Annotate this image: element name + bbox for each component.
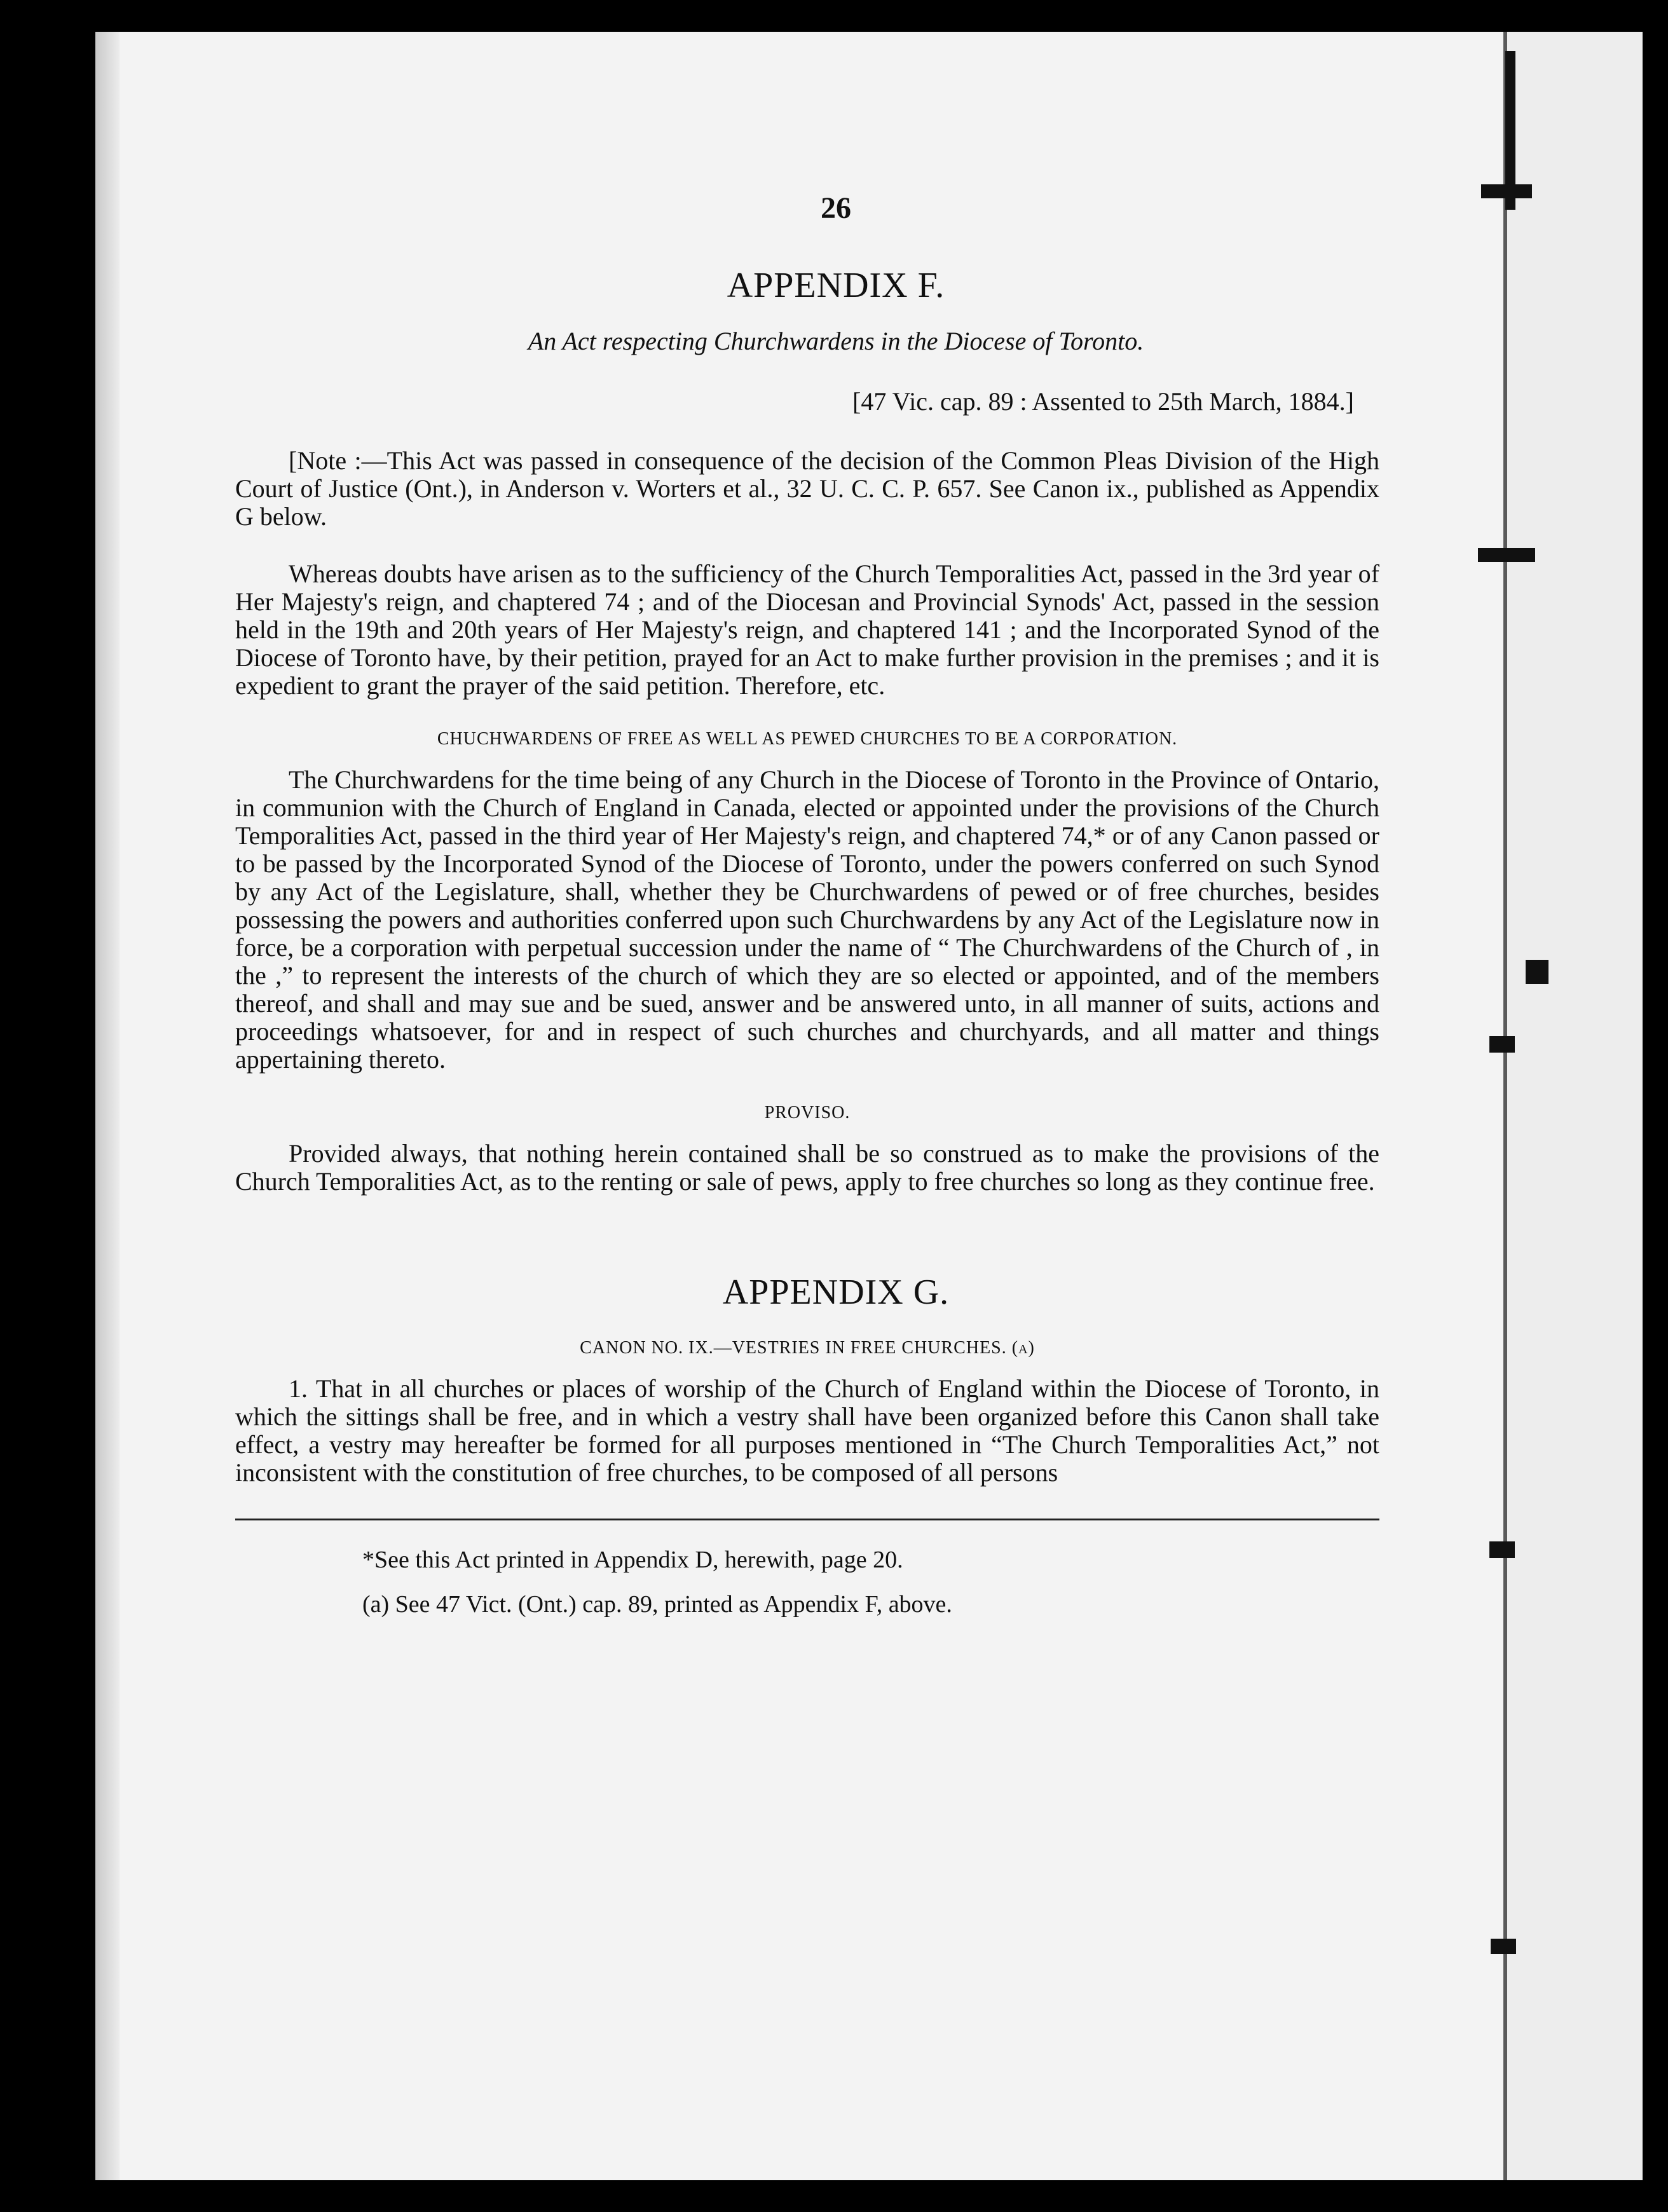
preamble: Whereas doubts have arisen as to the sufficiency of the Church Temporalities Act, passed in the 3rd year of Her Majesty's reign, and chaptered 74 ; and of the Diocesan and Provincial Synods' Act, passed in the session held in the 19th and 20th years of Her Majesty's reign, and chaptered 141 ; and the Incorporated Synod of the Diocese of Toronto have, by their petition, prayed for an Act to make further provision in the premises ; and it is expedient to grant the prayer of the said petition. Therefore, etc.	[235, 559, 1379, 700]
assent-citation: [47 Vic. cap. 89 : Assented to 25th March, 1884.]	[852, 387, 1354, 416]
act-title: An Act respecting Churchwardens in the Diocese of Toronto.	[528, 327, 1144, 355]
binding-mark	[1481, 184, 1532, 198]
binding-mark	[1478, 548, 1535, 562]
adjacent-page-edge	[1507, 32, 1643, 2180]
page-number: 26	[821, 191, 851, 225]
scanned-page	[95, 32, 1643, 2180]
appendix-f-title: APPENDIX F.	[727, 266, 945, 305]
proviso-heading: PROVISO.	[764, 1103, 851, 1123]
editorial-note: [Note :—This Act was passed in consequence of the decision of the Common Pleas Division of the High Court of Justice (Ont.), in Anderson v. Worters et al., 32 U. C. C. P. 657. See Canon ix., published as Appendix G below.	[235, 446, 1379, 531]
binding-mark	[1491, 1939, 1516, 1954]
footnote-rule	[235, 1519, 1379, 1520]
proviso-text: Provided always, that nothing herein contained shall be so construed as to make the provisions of the Church Temporalities Act, as to the renting or sale of pews, apply to free churches so long as they continue free.	[235, 1139, 1379, 1196]
binding-shadow	[95, 32, 120, 2180]
canon-clause-1: 1. That in all churches or places of worship of the Church of England within the Diocese of Toronto, in which the sittings shall be free, and in which a vestry shall have been organized before this Canon shall take effect, a vestry may hereafter be formed for all purposes mentioned in “The Church Temporalities Act,” not inconsistent with the constitution of free churches, to be composed of all persons	[235, 1374, 1379, 1487]
page-content	[235, 191, 1379, 1635]
footnote: (a) See 47 Vict. (Ont.) cap. 89, printed as Appendix F, above.	[362, 1591, 952, 1618]
binding-mark	[1489, 1541, 1515, 1558]
section-text: The Churchwardens for the time being of any Church in the Diocese of Toronto in the Province of Ontario, in communion with the Church of England in Canada, elected or appointed under the provisions of the Church Temporalities Act, passed in the third year of Her Majesty's reign, and chaptered 74,* or of any Canon passed or to be passed by the Incorporated Synod of the Diocese of Toronto, under the powers conferred on such Synod by any Act of the Legislature, shall, whether they be Churchwardens of pewed or of free churches, besides possessing the powers and authorities conferred upon such Churchwardens by any Act of the Legislature now in force, be a corporation with perpetual succession under the name of “ The Churchwardens of the Church of , in the ,” to represent the interests of the church of which they are so elected or appointed, and of the members thereof, and shall and may sue and be sued, answer and be answered unto, in all manner of suits, actions and proceedings whatsoever, for and in respect of such churches and churchyards, and all matter and things appertaining thereto.	[235, 765, 1379, 1074]
binding-mark	[1489, 1036, 1515, 1053]
footnote: *See this Act printed in Appendix D, herewith, page 20.	[362, 1546, 903, 1573]
appendix-g-title: APPENDIX G.	[722, 1273, 950, 1312]
canon-heading: CANON NO. IX.—VESTRIES IN FREE CHURCHES. (a)	[580, 1338, 1035, 1358]
section-heading: CHUCHWARDENS OF FREE AS WELL AS PEWED CHURCHES TO BE A CORPORATION.	[437, 729, 1178, 749]
binding-mark	[1526, 960, 1548, 984]
